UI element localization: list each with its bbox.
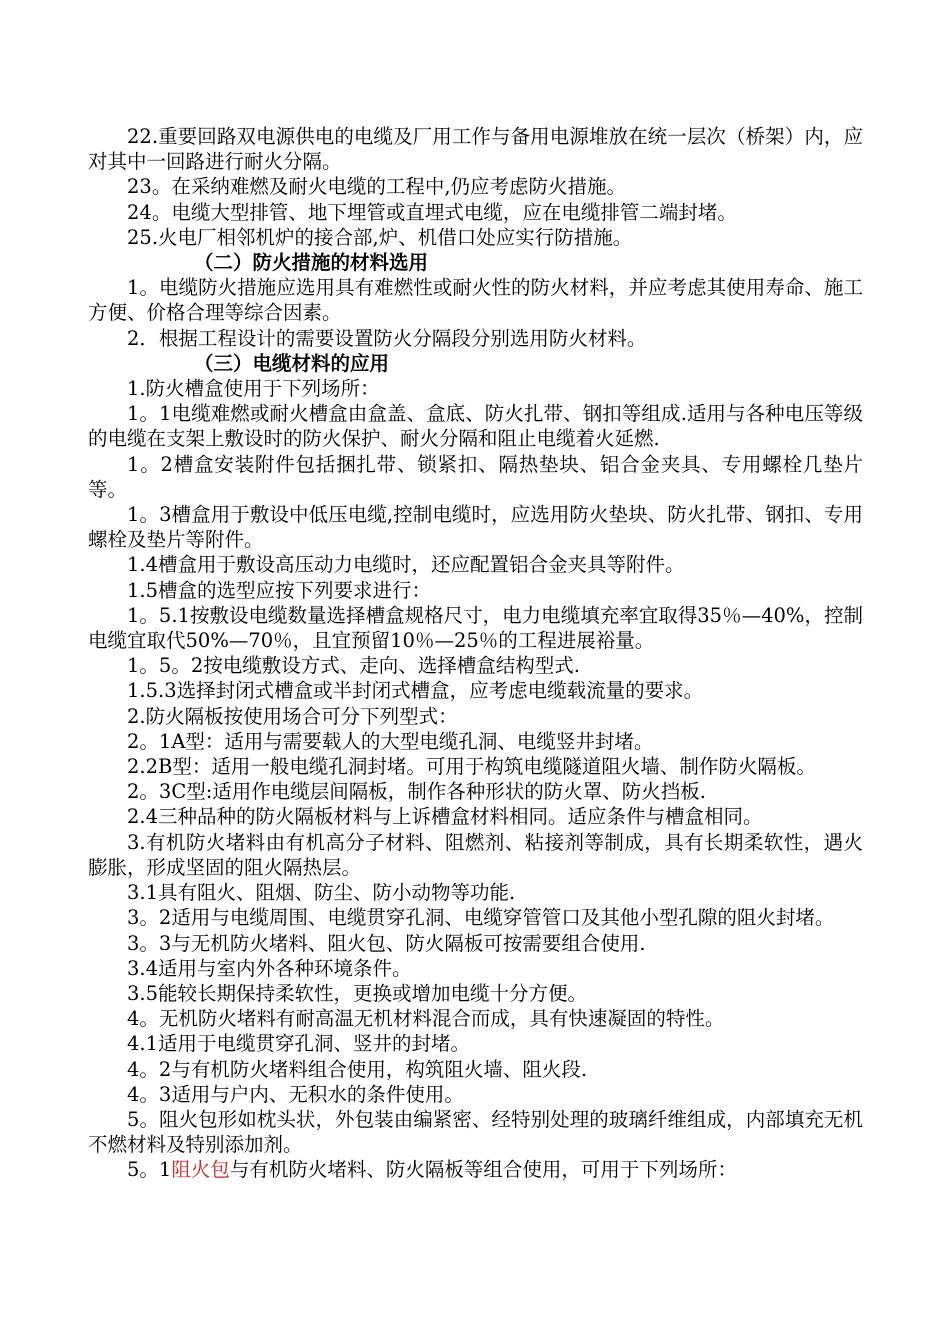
paragraph: 1.5槽盒的选型应按下列要求进行： <box>127 578 432 602</box>
paragraph: 2.防火隔板按使用场合可分下列型式： <box>127 704 458 728</box>
paragraph: 1。电缆防火措施应选用具有难燃性或耐火性的防火材料，并应考虑其使用寿命、施工方便、价格合理等综合因素。 <box>88 276 863 325</box>
paragraph: 4.1适用于电缆贯穿孔洞、竖井的封堵。 <box>127 1032 471 1056</box>
paragraph: 1。5.1按敷设电缆数量选择槽盒规格尺寸，电力电缆填充率宜取得35％—40%，控制电缆宜取代50%—70％，且宜预留10％—25％的工程进展裕量。 <box>88 603 863 653</box>
paragraph: 22.重要回路双电源供电的电缆及厂用工作与备用电源堆放在统一层次（桥架）内，应对其中一回路进行耐火分隔。 <box>88 125 863 174</box>
paragraph: 1。5。2按电缆敷设方式、走向、选择槽盒结构型式. <box>127 654 580 678</box>
paragraph: 2.4三种品种的防火隔板材料与上诉槽盒材料相同。适应条件与槽盒相同。 <box>127 805 763 829</box>
paragraph: 1.5.3选择封闭式槽盒或半封闭式槽盒，应考虑电缆载流量的要求。 <box>127 679 704 703</box>
paragraph: 4。无机防火堵料有耐高温无机材料混合而成，具有快速凝固的特性。 <box>127 1007 725 1031</box>
paragraph: 2。3C型:适用作电缆层间隔板，制作各种形状的防火罩、防火挡板. <box>127 780 707 804</box>
paragraph: 2.2B型：适用一般电缆孔洞封堵。可用于构筑电缆隧道阻火墙、制作防火隔板。 <box>127 755 816 779</box>
paragraph: 25.火电厂相邻机炉的接合部,炉、机借口处应实行防措施。 <box>127 225 633 249</box>
fire-bag-suffix: 与有机防火堵料、防火隔板等组合使用，可用于下列场所： <box>229 1158 737 1182</box>
paragraph: 1。2槽盒安装附件包括捆扎带、锁紧扣、隔热垫块、铝合金夹具、专用螺栓几垫片等。 <box>88 452 863 501</box>
section-heading: （二）防火措施的材料选用 <box>194 251 429 275</box>
paragraph: 2．根据工程设计的需要设置防火分隔段分别选用防火材料。 <box>127 326 647 350</box>
paragraph: 3。3与无机防火堵料、阻火包、防火隔板可按需要组合使用. <box>127 931 646 955</box>
paragraph: 1.4槽盒用于敷设高压动力电缆时，还应配置铝合金夹具等附件。 <box>127 553 685 577</box>
paragraph: 1.防火槽盒使用于下列场所： <box>127 377 380 401</box>
paragraph: 3.有机防火堵料由有机高分子材料、阻燃剂、粘接剂等制成，具有长期柔软性，遇火膨胀，形成坚固的阻火隔热层。 <box>88 830 863 879</box>
paragraph: 1。3槽盒用于敷设中低压电缆,控制电缆时，应选用防火垫块、防火扎带、钢扣、专用螺栓及垫片等附件。 <box>88 503 863 552</box>
paragraph: 24。电缆大型排管、地下埋管或直埋式电缆，应在电缆排管二端封堵。 <box>127 200 737 224</box>
paragraph: 5。阻火包形如枕头状，外包装由编紧密、经特别处理的玻璃纤维组成，内部填充无机不燃材料及特别添加剂。 <box>88 1107 863 1157</box>
paragraph: 1。1电缆难燃或耐火槽盒由盒盖、盒底、防火扎带、钢扣等组成.适用与各种电压等级的电缆在支架上敷设时的防火保护、耐火分隔和阻止电缆着火延燃. <box>88 402 863 451</box>
paragraph-list <box>88 124 863 1157</box>
paragraph: 4。2与有机防火堵料组合使用，构筑阻火墙、阻火段. <box>127 1057 588 1081</box>
fire-bag-prefix: 5。1 <box>127 1158 172 1182</box>
paragraph: 3.1具有阻火、阻烟、防尘、防小动物等功能. <box>127 881 516 905</box>
paragraph: 23。在采纳难燃及耐火电缆的工程中,仍应考虑防火措施。 <box>127 175 627 199</box>
paragraph: 3.4适用与室内外各种环境条件。 <box>127 956 412 980</box>
paragraph: 2。1A型：适用与需要载人的大型电缆孔洞、电缆竖井封堵。 <box>127 729 654 753</box>
section-heading: （三）电缆材料的应用 <box>194 351 390 375</box>
paragraph: 4。3适用与户内、无积水的条件使用。 <box>127 1082 464 1106</box>
paragraph: 3.5能较长期保持柔软性，更换或增加电缆十分方便。 <box>127 981 588 1005</box>
document-body <box>88 124 863 1183</box>
paragraph: 3。2适用与电缆周围、电缆贯穿孔洞、电缆穿管管口及其他小型孔隙的阻火封堵。 <box>127 906 835 930</box>
fire-bag-highlight: 阻火包 <box>171 1158 230 1182</box>
paragraph-fire-bag <box>88 1157 863 1182</box>
